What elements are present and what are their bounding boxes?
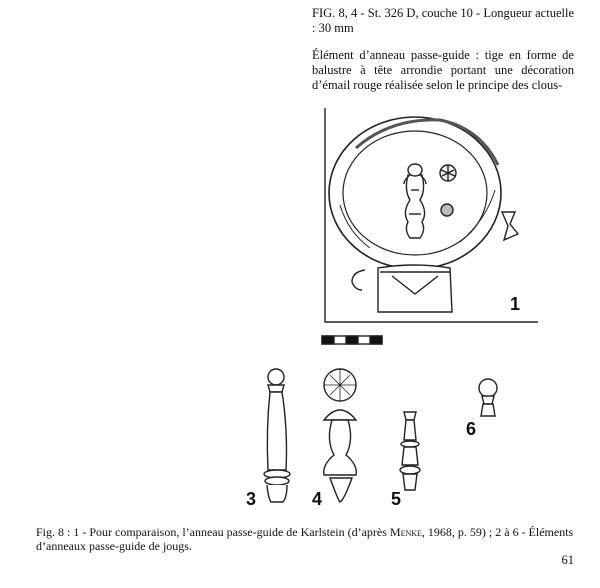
entry-description: Élément d’anneau passe-guide : tige en forme de balustre à tête arrondie portant une décoration d’émail rouge réalisée selon le principe des clous-: [312, 48, 574, 92]
figure-label-6: 6: [466, 419, 477, 439]
yoke-element-6-drawing: [479, 379, 497, 416]
figure-caption: [36, 525, 576, 553]
figure-label-5: 5: [391, 489, 402, 509]
figure-label-4: 4: [312, 489, 323, 509]
karlstein-ring-drawing: [322, 108, 538, 344]
figure-label-1: 1: [510, 294, 521, 314]
caption-author: Menke: [389, 525, 422, 539]
page-number: 61: [561, 553, 574, 567]
entry-heading: FIG. 8, 4 - St. 326 D, couche 10 - Longueur actuelle : 30 mm: [312, 6, 574, 35]
caption-part-1: Fig. 8 : 1 - Pour comparaison, l’anneau passe-guide de Karlstein (d’après: [36, 525, 390, 539]
yoke-element-5-drawing: [400, 412, 420, 490]
yoke-element-4-drawing: [324, 369, 357, 502]
figure-label-3: 3: [246, 489, 257, 509]
yoke-element-3-drawing: [264, 369, 290, 502]
caption-part-2: , 1968, p. 59) ; 2 à 6 - Éléments d’anneaux passe-guide de jougs.: [36, 525, 574, 553]
